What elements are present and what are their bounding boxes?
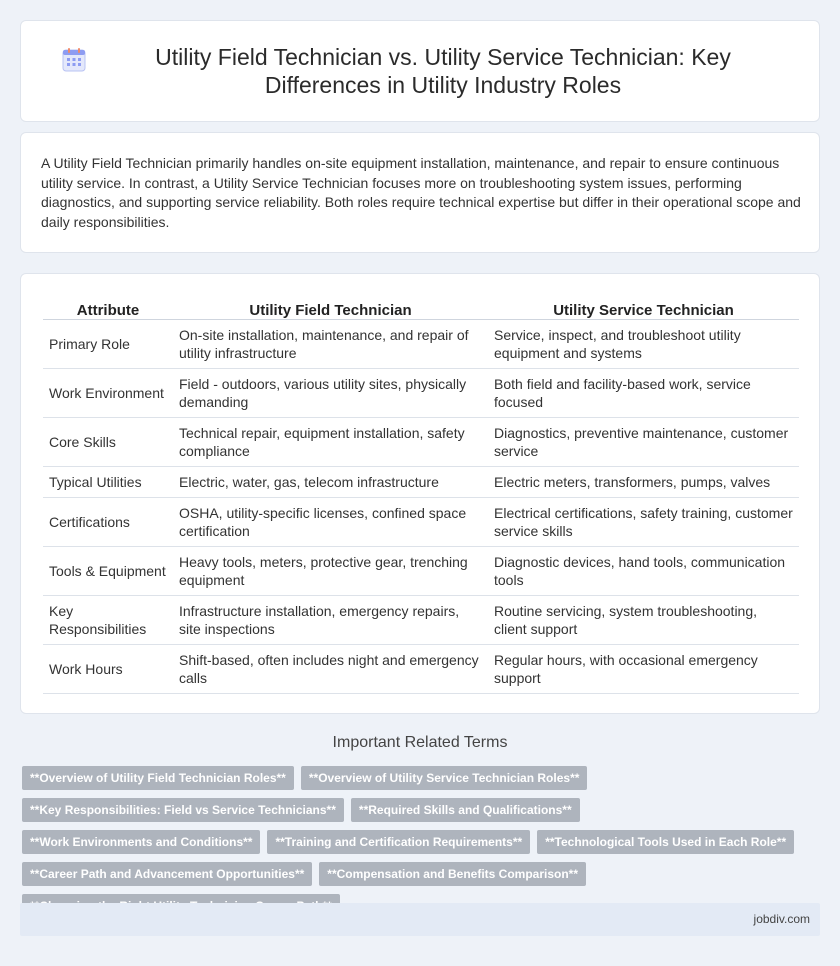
header-attribute: Attribute	[43, 296, 173, 319]
table-row	[43, 466, 799, 497]
row-attribute: Work Hours	[43, 644, 173, 693]
row-attribute: Tools & Equipment	[43, 546, 173, 595]
header-service-technician: Utility Service Technician	[488, 296, 799, 319]
footer	[20, 903, 820, 936]
calendar-grid-icon	[61, 47, 87, 73]
related-term-tag[interactable]: **Overview of Utility Field Technician Roles**	[22, 766, 294, 790]
comparison-table	[43, 296, 799, 694]
field-technician-cell: Electric, water, gas, telecom infrastructure	[173, 466, 488, 497]
related-term-tag[interactable]: **Work Environments and Conditions**	[22, 830, 260, 854]
table-row	[43, 319, 799, 368]
service-technician-cell: Electrical certifications, safety training, customer service skills	[488, 497, 799, 546]
service-technician-cell: Regular hours, with occasional emergency support	[488, 644, 799, 693]
related-term-tag[interactable]: **Overview of Utility Service Technician Roles**	[301, 766, 588, 790]
related-term-tag[interactable]: **Required Skills and Qualifications**	[351, 798, 580, 822]
table-row	[43, 417, 799, 466]
table-row	[43, 595, 799, 644]
related-term-tag[interactable]: **Key Responsibilities: Field vs Service Technicians**	[22, 798, 344, 822]
field-technician-cell: Infrastructure installation, emergency repairs, site inspections	[173, 595, 488, 644]
footer-site-link[interactable]: jobdiv.com	[753, 912, 810, 926]
table-row	[43, 368, 799, 417]
field-technician-cell: Heavy tools, meters, protective gear, trenching equipment	[173, 546, 488, 595]
service-technician-cell: Electric meters, transformers, pumps, valves	[488, 466, 799, 497]
field-technician-cell: Field - outdoors, various utility sites, physically demanding	[173, 368, 488, 417]
service-technician-cell: Routine servicing, system troubleshooting, client support	[488, 595, 799, 644]
table-row	[43, 644, 799, 693]
service-technician-cell: Diagnostic devices, hand tools, communication tools	[488, 546, 799, 595]
related-term-tag[interactable]: **Career Path and Advancement Opportunities**	[22, 862, 312, 886]
row-attribute: Certifications	[43, 497, 173, 546]
page-title: Utility Field Technician vs. Utility Service Technician: Key Differences in Utility Industry Roles	[155, 44, 731, 98]
related-term-tag[interactable]: **Compensation and Benefits Comparison**	[319, 862, 586, 886]
row-attribute: Primary Role	[43, 319, 173, 368]
header-card	[20, 20, 820, 122]
intro-card	[20, 132, 820, 253]
table-header-row	[43, 296, 799, 319]
field-technician-cell: Shift-based, often includes night and emergency calls	[173, 644, 488, 693]
row-attribute: Typical Utilities	[43, 466, 173, 497]
related-terms-title: Important Related Terms	[332, 734, 508, 751]
service-technician-cell: Diagnostics, preventive maintenance, customer service	[488, 417, 799, 466]
field-technician-cell: OSHA, utility-specific licenses, confined space certification	[173, 497, 488, 546]
service-technician-cell: Both field and facility-based work, service focused	[488, 368, 799, 417]
comparison-table-card	[20, 273, 820, 714]
row-attribute: Key Responsibilities	[43, 595, 173, 644]
row-attribute: Core Skills	[43, 417, 173, 466]
related-term-tag[interactable]: **Training and Certification Requirements**	[267, 830, 530, 854]
intro-paragraph: A Utility Field Technician primarily handles on-site equipment installation, maintenance, and repair to ensure continuous utility service. In contrast, a Utility Service Technician focuses more on troubleshooting system issues, performing diagnostics, and supporting service reliability. Both roles require technical expertise but differ in their operational scope and daily responsibilities.	[41, 155, 801, 230]
field-technician-cell: Technical repair, equipment installation, safety compliance	[173, 417, 488, 466]
row-attribute: Work Environment	[43, 368, 173, 417]
related-term-tag[interactable]: **Technological Tools Used in Each Role**	[537, 830, 794, 854]
table-row	[43, 546, 799, 595]
service-technician-cell: Service, inspect, and troubleshoot utility equipment and systems	[488, 319, 799, 368]
field-technician-cell: On-site installation, maintenance, and repair of utility infrastructure	[173, 319, 488, 368]
table-row	[43, 497, 799, 546]
header-field-technician: Utility Field Technician	[173, 296, 488, 319]
related-terms-list	[22, 766, 822, 918]
